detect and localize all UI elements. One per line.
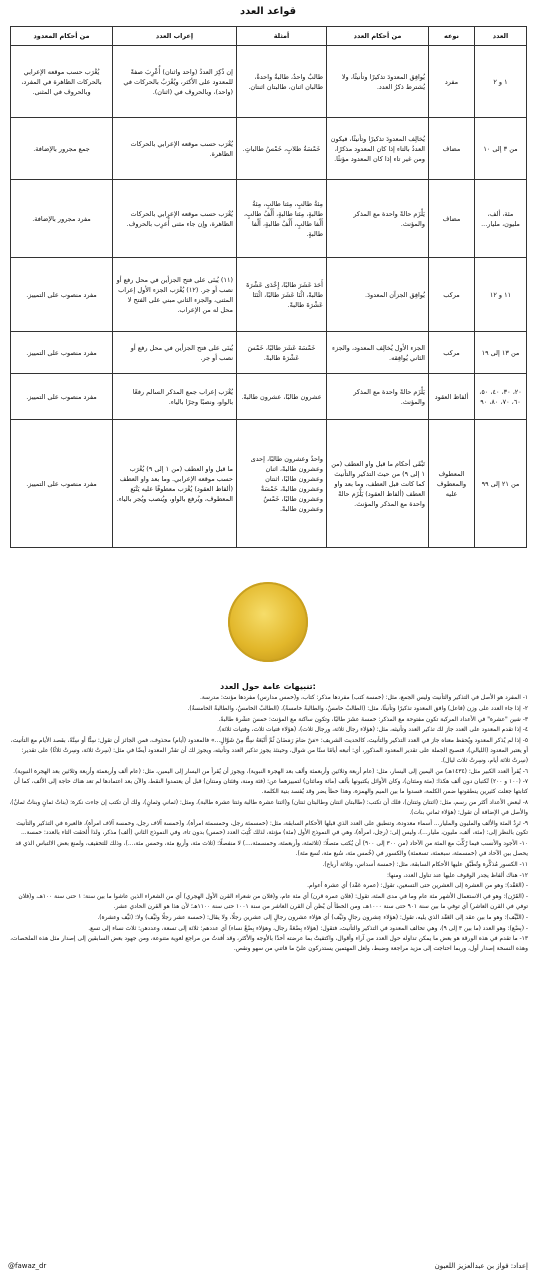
table-cell: يُبنَى على فتح الجزأين في محل رفع أو نصب أو جر. — [113, 332, 237, 374]
note-item: ١١- الكسور مُذكَّرة وتُطَبَّق عليها الأحكام السابقة، مثل: (خمسة أسداس، وثلاثة أرباع). — [322, 861, 528, 868]
note-item: - (النَّيِّف): وهو ما بين عقد إلى العَقْد الذي يليه، تقول: (هؤلاء عِشرون رجالٍ ونَيِّف) أي هؤلاء عشرون رجالٍ إلى عشرين رجلًا، ولا يقال: (خمسة عشر رجلًا ونَيِّف) ولا: (نَيِّف وعشرة). — [97, 914, 528, 921]
table-cell: مركب — [429, 332, 475, 374]
table-cell: مِئةُ طالبٍ، مِئتا طالبٍ، مِئةُ طالبةٍ، مِئتا طالبةٍ، أَلْفُ طالبٍ، أَلْفا طالبٍ، أَلْفُ طالبةٍ، أَلْفا طالبةٍ. — [237, 180, 327, 258]
author-credit: إعداد: فواز بن عبدالعزيز اللعبون — [434, 1262, 528, 1270]
table-cell: أَحَدَ عَشَرَ طالبًا، إِحْدَى عَشْرَةَ طالبةً، اثْنَا عَشَرَ طالبًا، اثْنَتَا عَشْرَةَ طالبةً. — [237, 258, 327, 332]
table-cell: مفرد منصوب على التمييز. — [11, 258, 113, 332]
column-header: أمثلة — [237, 27, 327, 46]
column-header: العدد — [475, 27, 527, 46]
table-cell: من ٣ إلى ١٠ — [475, 118, 527, 180]
table-cell: يُعْرَب حسب موقعه الإعرابي بالحركات الظاهرة. — [113, 118, 237, 180]
table-cell: مضاف — [429, 118, 475, 180]
table-cell: مفرد منصوب على التمييز. — [11, 374, 113, 420]
note-item: ٩- تَرِدُ المئة والألف والمليون والمليار... أسماء معدودة، وتنطبق على العدد الذي قبلها الأحكام السابقة، مثل: (خمسمئة رجل، وخمسمئة امرأة)، و(خمسة آلاف رجل، وخمسة آلاف امرأة)، فالعبرة في التذكير والتأنيث تكون بالنظر إلى: (مئة، ألف، مليون، مليار...)، وليس إلى: (رجل، امرأة)، وهي في النموذج الأول (مئة) مؤنثة، لذلك كُتِبَ العدد (خمس) بدون تاء، وفي النموذج الثاني (ألف) مذكر، ولذا أُلحقت التاء بالعدد: خمسة... — [16, 820, 528, 837]
table-row — [11, 46, 527, 118]
table-cell: خَمْسَةَ عَشَرَ طالبًا، خَمْسَ عَشْرَةَ طالبةً. — [237, 332, 327, 374]
table-cell: من ١٣ إلى ١٩ — [475, 332, 527, 374]
notes-title: تنبيهات عامة حول العدد: — [220, 682, 316, 691]
table-header-row — [11, 27, 527, 46]
note-item: - (العَقْد): وهو من العشرة إلى العشرين حتى التسعين، تقول: (عمره عَقْد) أي عشرة أعوام. — [307, 883, 528, 890]
table-cell: الجزء الأول يُخالِف المعدود، والجزء الثاني يُوافِقه. — [327, 332, 429, 374]
table-cell: ١١ و ١٢ — [475, 258, 527, 332]
number-rules-table — [10, 26, 527, 548]
table-cell: ٢٠، ٣٠، ٤٠، ٥٠، ٦٠، ٧٠، ٨٠، ٩٠ — [475, 374, 527, 420]
table-cell: مفرد منصوب على التمييز. — [11, 332, 113, 374]
table-cell: (١١) يُبنَى على فتح الجزأين في محل رفع أو نصب أو جر. (١٢) يُعْرَب الجزء الأول إعراب المثنى، والجزء الثاني مبني على الفتح لا محل له من الإعراب. — [113, 258, 237, 332]
note-item: ٥- إذا لم يُذكر المعدود ويُحفظ معناه جاز في العدد التذكير والتأنيث، كالحديث الشريف: «مَنْ صَامَ رَمَضَانَ ثُمَّ أَتْبَعَهُ سِتًّا مِنْ شَوَّالٍ...» فالمعدود (أيام) محذوف، فمن الجائز أن تقول: سِتًّا أو سِتَّةً، بقصد الأيام مع التأنيث، أو يعتبر المعدود (الليالي)، فتصبح الجملة على تقدير المعدود المذكور، أي: أتبعه أيامًا ستًا من شوال، وحينئذ يجوز تذكير العدد وتأنيثه، ويجوز لك أن تقدّر المعدود أيضًا في مثل: (سِرتُ ثلاثة، وسِرتُ ثلاثًا) على تقدير: (سِرتُ ثلاثة أيام، وسِرتُ ثلاث ليال). — [10, 738, 528, 764]
table-row — [11, 180, 527, 258]
table-cell: مفرد مجرور بالإضافة. — [11, 180, 113, 258]
note-item: ٨- لبعض الأعداد أكثر من رسم، مثل: (اثنتان وثنتان)، فلك أن تكتب: (طالبتان اثنتان وطالبتان ثنتان) و(اثنتا عشرة طالبة وثنتا عشرة طالبة)، ومثل: (ثماني وثمانٍ)، ولك أن تكتب إن جاءت نكرة: (بناتٌ ثمانٍ وبناتٌ ثمانٌ)، والأصل في الإضافة أن تقول: (هؤلاء ثماني بنات). — [9, 799, 528, 816]
table-cell: المعطوف والمعطوف عليه — [429, 420, 475, 548]
note-item: ٦- يُقرأ العدد الكبير مثل: (١٤٣٤هـ) من اليمين إلى اليسار، مثل: (عام أربعة وثلاثين وأربعمئة وألف بعد الهجرة النبوية)، ويجوز أن يُقرأ من اليسار إلى اليمين، مثل: (عام ألف وأربعمئة وأربعة وثلاثين بعد الهجرة النبوية). — [13, 768, 528, 775]
page-title: قواعد العدد — [239, 6, 297, 17]
note-item: ٤- إذا تقدم المعدود على العدد جاز لك تذكير العدد وتأنيثه، مثل: (هؤلاء رجال ثلاثة، ورجال ثلاث)، (هؤلاء فتيات ثلاث، وفتيات ثلاثة). — [217, 727, 528, 734]
table-cell: مفرد — [429, 46, 475, 118]
footer — [8, 1262, 528, 1270]
table-cell: ما قبل واو العطف (من ١ إلى ٩) يُعْرَب حسب موقعه الإعرابي. وما بعد واو العطف (ألفاظ العقود) يُعْرَب معطوفًا عليه يَتْبَع المعطوف، ويُرفع بالواو، ويُنصب ويُجر بالياء. — [113, 420, 237, 548]
table-cell: مضاف — [429, 180, 475, 258]
table-row — [11, 420, 527, 548]
table-cell: إن ذُكِرَ العددُ (واحد واثنان) أُعْرِبَ صفةً للمعدود على الأكثر، ويُعْرَبُ بالحركات في (واحد)، وبالحروف في (اثنان). — [113, 46, 237, 118]
table-cell: ألفاظ العقود — [429, 374, 475, 420]
table-cell: تَبْقَى أحكام ما قبل واو العطف (من ١ إلى ٩) من حيث التذكير والتأنيث كما كانت قبل العطف، وما بعد واو العطف (ألفاظ العقود) يَلْزَم حالةً واحدة مع المذكر والمؤنث. — [327, 420, 429, 548]
column-header: من أحكام المعدود — [11, 27, 113, 46]
table-cell: عشرون طالبًا، عشرون طالبةً. — [237, 374, 327, 420]
table-cell: مفرد منصوب على التمييز. — [11, 420, 113, 548]
notes-list — [8, 694, 528, 956]
column-header: نوعه — [429, 27, 475, 46]
note-item: ١٠- الأجود والأنسب فيما رُكِّبَ مع المئة من الآحاد (من ٣٠٠ إلى ٩٠٠) أن يُكتب متصلًا: (ثلاثمئة، وأربعمئة، وخمسمئة،...) لا منفصلًا: (ثلاث مئة، وأربع مئة، وخمس مئة،...)، وذلك للتخفيف، ولمنع بعض الالتباس الذي قد يحصل بين الآحاد في (خمسمئة، سبعمئة، تسعمئة) والكسور في (خُمس مئة، سُبع مئة، تُسع مئة). — [15, 841, 528, 857]
note-item: ١٣- ما تقدم في هذه الورقة هو بعض ما يمكن تداوله حول العدد من آراء وأقوال، واكتفيتُ بما عرضته أخذًا بالأوجه والأكثر، وقد أفدتُ من مراجع لغوية متنوعة، ومن جهود بعض السابقين إلى إصدار مثل هذه الملخصات، وهذه النسخة إصدار أول، وربما احتاجت إلى مزيد مراجعة وضبط، ولعل المهتمين يستدركون عليّ ما فاتني من سهو ونقص. — [10, 936, 528, 953]
table-cell: مئة، ألف، مليون، مليار... — [475, 180, 527, 258]
gold-calligraphy-emblem — [228, 582, 308, 662]
table-cell: طالبٌ واحدٌ، طالبةٌ واحدةٌ، طالبان اثنان، طالبتان اثنتان. — [237, 46, 327, 118]
table-cell: من ٢١ إلى ٩٩ — [475, 420, 527, 548]
note-item: ١- المفرد هو الأصل في التذكير والتأنيث وليس الجمع، مثل: (خمسة كتب) مفردها مذكر: كتاب، و(خمس مدارس) مفردها مؤنث: مدرسة. — [200, 695, 528, 701]
author-handle: @fawaz_dr — [8, 1262, 47, 1270]
table-cell: يَلْزَم حالةً واحدة مع المذكر والمؤنث. — [327, 374, 429, 420]
table-cell: مركب — [429, 258, 475, 332]
column-header: من أحكام العدد — [327, 27, 429, 46]
table-row — [11, 118, 527, 180]
note-item: ١٢- هناك ألفاظ يجدر الوقوف عليها عند تناول العدد، ومنها: — [387, 872, 528, 879]
table-cell: ١ و ٢ — [475, 46, 527, 118]
table-cell: جمع مجرور بالإضافة. — [11, 118, 113, 180]
table-cell: يُعْرَب حسب موقعه الإعرابي بالحركات الظاهرة في المفرد، وبالحروف في المثنى. — [11, 46, 113, 118]
column-header: إعراب العدد — [113, 27, 237, 46]
table-cell: خَمْسَةُ طلابٍ، خَمْسُ طالباتٍ. — [237, 118, 327, 180]
note-item: ٣- شين "عشرة" في الأعداد المركبة تكون مفتوحة مع المذكر: خمسةَ عشَرَ طالبًا، وتكون ساكنة مع المؤنث: خمسَ عشْرةَ طالبةً. — [218, 716, 528, 723]
table-cell: يُوافِق المعدودَ تذكيرًا وتأنيثًا، ولا يُشترط ذكرُ العدد. — [327, 46, 429, 118]
note-item: - (القَرْن): وهو في الاستعمال الأشهر مئة عام وما في مدى المئة، تقول: (فلان عمره قرن) أي مئة عام، و(فلان من شعراء القرن الأول الهجري) أي من الشعراء الذين عاشوا ما بين سنة: ١ حتى سنة ١٠٠هـ، و(فلان توفي في القرن العاشر) أي توفي ما بين سنة ٩٠١ حتى سنة ١٠٠٠هـ، ومن الخطأ أن يُظن أن القرن العاشر من سنة ١٠٠١ حتى سنة ١١٠٠هـ؛ لأن هذا هو القرن الحادي عشر. — [18, 894, 528, 910]
table-row — [11, 374, 527, 420]
table-row — [11, 258, 527, 332]
table-cell: يُعْرَب حسب موقعه الإعرابي بالحركات الظاهرة، وإن جاء مثنى أُعرِب بالحروف. — [113, 180, 237, 258]
note-item: ٧- (١٠٠ و ٢٠٠) تُكتبان دون ألف هكذا: (مئة ومئتان)، وكان الأوائل يكتبونها بألف (مائة ومائتان) لتمييزهما عن: (فئة ومنة، وفئتان ومنتان) قبل أن يعتمدوا النقط، والآن بعد اعتمادها لم تعد هناك حاجة إلى الألف، كما أن كتابتها جعلت كثيرين ينطقونها ضمن الكلمة، فسدوا ما بين الميم والهمزة، وهذا خطأ يضر وقد يُفسد بنية الكلمة. — [13, 779, 528, 796]
table-cell: يَلْزَم حالةً واحدة مع المذكر والمؤنث. — [327, 180, 429, 258]
table-cell: يُوافِق الجزآن المعدودَ. — [327, 258, 429, 332]
note-item: ٢- إذا جاء العدد على وزن (فاعل) وافق المعدود تذكيرًا وتأنيثًا، مثل: (الطالبُ خامسٌ، والطالبةُ خامسةٌ)، (الطالبُ الخامسُ، والطالبةُ الخامسةُ). — [187, 705, 528, 712]
table-cell: يُعْرَب إعراب جمع المذكر السالم رفعًا بالواو، ونصبًا وجرًا بالياء. — [113, 374, 237, 420]
note-item: - (بِضْع): وهو العدد (ما بين ٣ إلى ٩)، وهي تخالف المعدود في التذكير والتأنيث، فتقول: (هؤلاء بِضْعَةُ رجال، وهؤلاء بِضْعُ نساء) أي عددهم: ثلاثة إلى تسعة، وعددهن: ثلاث نساء إلى تسع. — [88, 925, 528, 932]
table-cell: يُخالِف المعدودَ تذكيرًا وتأنيثًا، فيكون العددُ بالتاء إذا كان المعدود مذكرًا، ومن غير تاء إذا كان المعدود مؤنثًا. — [327, 118, 429, 180]
table-row — [11, 332, 527, 374]
table-cell: واحدٌ وعشرون طالبًا، إحدى وعشرون طالبةً، اثنان وعشرون طالبًا، اثنتان وعشرون طالبةً، خَمْسَةٌ وعشرون طالبًا، خَمْسٌ وعشرون طالبةً. — [237, 420, 327, 548]
